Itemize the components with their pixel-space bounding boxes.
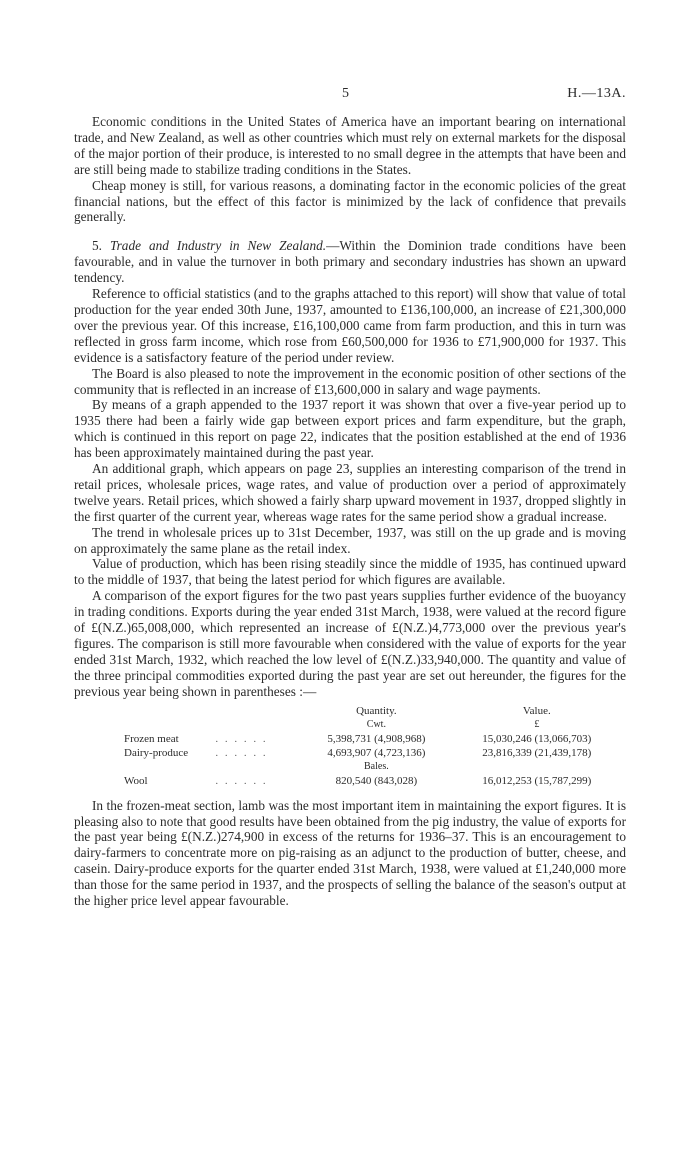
unit-bales: Bales. [364,760,389,772]
section-gap [74,225,626,238]
paragraph: Value of production, which has been rising steadily since the middle of 1935, has continued upward to the middle of 1937, that being the latest period for which figures are available. [74,556,626,588]
paragraph: The trend in wholesale prices up to 31st December, 1937, was still on the up grade and is moving on approximately the same plane as the retail index. [74,524,626,556]
leader-dots: . . . . . . [215,732,268,745]
paragraph: Cheap money is still, for various reasons, a dominating factor in the economic policies of the great financial nations, but the effect of this factor is minimized by the lack of confidence that prevails generally. [74,177,626,225]
leader-dots: . . . . . . [215,746,268,759]
value-header: Value. [522,704,551,717]
paragraph: In the frozen-meat section, lamb was the most important item in maintaining the export figures. It is pleasing also to note that good results have been obtained from the pig industry, the value of exports for the past year being £(N.Z.)274,900 in excess of the returns for 1936–37. This is an encouragement to dairy-farmers to concentrate more on pig-raising as an adjunct to the production of butter, cheese, and casein. Dairy-produce exports for the quarter ended 31st March, 1938, were valued at £1,240,000 more than those for the same period in 1937, and the prospects of selling the balance of the season's output at the higher price level appear favourable. [74,797,626,909]
document-body [74,114,626,909]
paragraph: A comparison of the export figures for the two past years supplies further evidence of the buoyancy in trading conditions. Exports during the year ended 31st March, 1938, were valued at the record figure of £(N.Z.)65,008,000, which represented an increase of £(N.Z.)4,773,000 over the previous year's figures. The comparison is still more favourable when considered with the value of exports for the year ended 31st March, 1932, which reached the low level of £(N.Z.)33,940,000. The quantity and value of the three principal commodities exported during the past year are set out hereunder, the figures for the previous year being shown in parentheses :— [74,588,626,699]
section-5-paragraph [74,238,626,286]
paragraph: An additional graph, which appears on page 23, supplies an interesting comparison of the trend in retail prices, wholesale prices, wage rates, and value of production over a period of approximately twelve years. Retail prices, which showed a fairly sharp upward movement in 1937, dropped slightly in the first quarter of the current year, whereas wage rates for the same period show a gradual increase. [74,461,626,524]
table-row [124,746,626,760]
table-header-row [124,704,626,718]
commodity-name: Wool [124,774,148,787]
paragraph: Economic conditions in the United States of America have an important bearing on international trade, and New Zealand, as well as other countries which must rely on external markets for the disposal of the major portion of their produce, is interested to no small degree in the attempts that have been and are still being made to stabilize trading conditions in the States. [74,114,626,177]
commodity-value: 16,012,253 (15,787,299) [482,774,592,787]
paragraph: Reference to official statistics (and to the graphs attached to this report) will show that value of total production for the year ended 30th June, 1937, amounted to £136,100,000, an increase of £21,300,000 over the previous year. Of this increase, £16,100,000 came from farm production, and this in turn was reflected in gross farm income, which rose from £60,500,000 for 1936 to £71,900,000 for 1937. This evidence is a satisfactory feature of the period under review. [74,286,626,365]
unit-cwt: Cwt. [366,718,386,730]
paragraph: The Board is also pleased to note the improvement in the economic position of other sections of the community that is reflected in an increase of £13,600,000 in salary and wage payments. [74,365,626,397]
commodity-quantity: 4,693,907 (4,723,136) [327,746,426,759]
document-reference: H.—13A. [567,86,626,101]
page-number: 5 [342,86,349,101]
section-heading: Trade and Industry in New Zealand. [109,238,327,254]
paragraph: By means of a graph appended to the 1937 report it was shown that over a five-year period up to 1935 there had been a fairly wide gap between export prices and farm expenditure, but the graph, which is continued in this report on page 22, indicates that the position established at the end of 1936 has been approximately maintained during the past year. [74,397,626,461]
leader-dots: . . . . . . [215,774,268,787]
commodity-value: 23,816,339 (21,439,178) [482,746,592,759]
unit-pound: £ [534,718,540,730]
section-lead-text: —Within the Dominion trade conditions have been favourable, and in value the turnover in both primary and secondary industries has shown an upward tendency. [74,238,626,286]
commodity-quantity: 820,540 (843,028) [335,774,418,787]
commodity-quantity: 5,398,731 (4,908,968) [327,732,426,745]
table-unit-row [124,760,626,774]
section-number: 5. [92,238,102,254]
quantity-header: Quantity. [356,704,397,717]
commodity-name: Frozen meat [124,732,179,745]
table-row [124,774,626,788]
commodities-table [124,704,626,788]
table-row [124,732,626,746]
table-unit-row [124,718,626,732]
commodity-name: Dairy-produce [124,746,189,759]
commodity-value: 15,030,246 (13,066,703) [482,732,592,745]
